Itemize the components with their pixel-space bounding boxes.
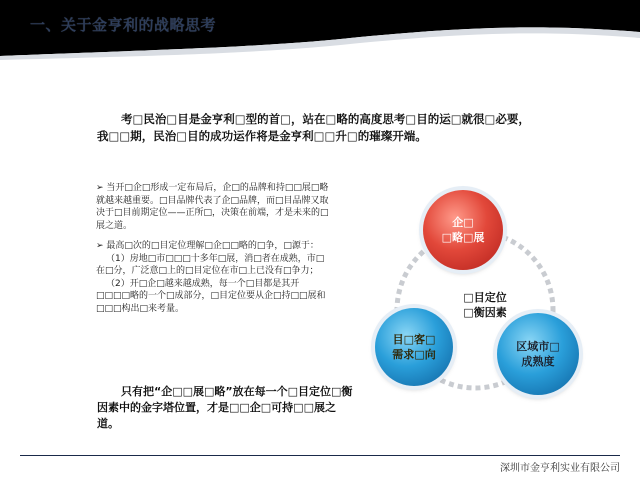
- node-strategy: [423, 190, 503, 270]
- sub-item: （2）开□企□越来越成熟，每一个□目都是其开□□□□略的一个□成部分，□目定位要从企□持□□展和□□□构出□来考量。: [96, 278, 326, 314]
- node-market-maturity: [497, 313, 579, 395]
- bullet-text: ➢ 当开□企□形成一定布局后，企□的品牌和持□□展□略就越来越重要。□目品牌代表了企□品牌，而□目品牌又取决于□目前期定位——正所□，决策在前端，才是未来的□展之道。: [96, 182, 330, 232]
- footer-divider: [20, 455, 620, 456]
- intro-paragraph: 考□民治□目是金亨利□型的首□，站在□略的高度思考□目的运□就很□必要，我□□期，民治□目的成功运作将是金亨利□□升□的璀璨开端。: [97, 112, 530, 143]
- slide-title: 一、关于金亨利的战略思考: [30, 16, 217, 34]
- bullet-text: ➢ 最高□次的□目定位理解□企□□略的□争，□源于：: [96, 240, 330, 253]
- footer-company: 深圳市金亨利实业有限公司: [500, 463, 620, 474]
- bullet-block: [96, 182, 330, 232]
- positioning-diagram: [350, 180, 630, 410]
- node-customer-demand: [375, 308, 453, 386]
- bullet-block: [96, 240, 330, 315]
- sub-item: （1）房地□市□□□十多年□展，消□者在成熟，市□在□分，广泛意□上的□目定位在市□上已没有□争力；: [96, 253, 325, 276]
- header-band: [0, 0, 640, 60]
- node-market-label: 区域市□ 成熟度: [516, 340, 560, 368]
- conclusion-paragraph: 只有把“企□□展□略”放在每一个□目定位□衡因素中的金字塔位置，才是□□企□可持□□展之道。: [97, 385, 353, 430]
- node-strategy-label: 企□ □略□展: [441, 216, 485, 244]
- node-customer-label: 目□客□ 需求□向: [392, 333, 436, 361]
- center-label: □目定位 □衡因素: [463, 291, 507, 319]
- left-text-panel: [96, 182, 330, 323]
